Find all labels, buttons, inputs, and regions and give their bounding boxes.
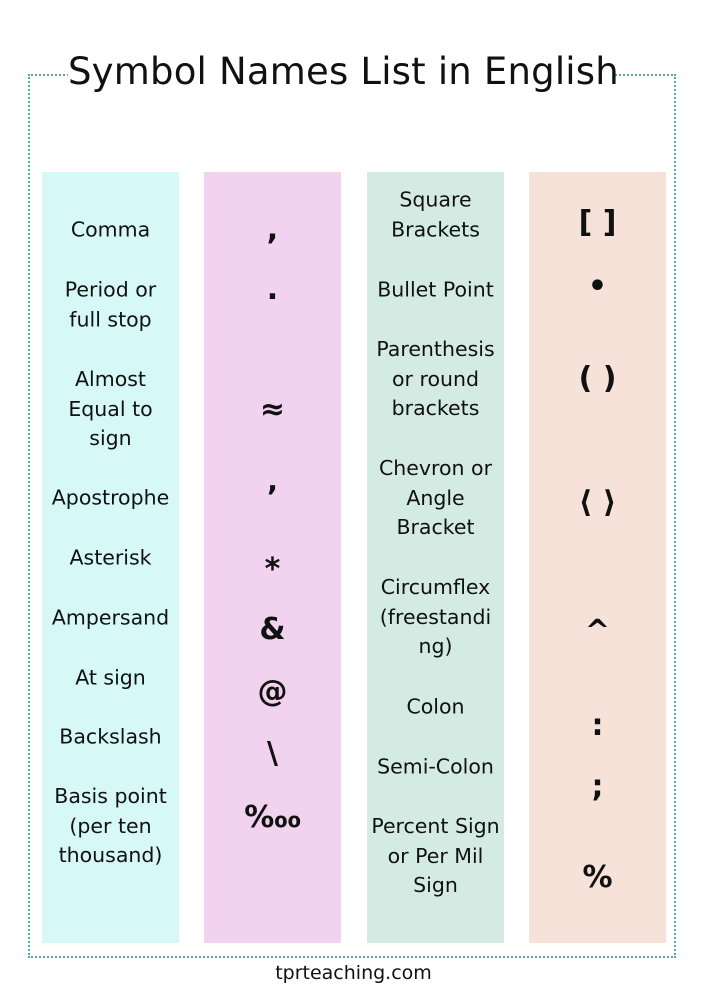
symbol-glyph: , [266,212,279,247]
symbol-glyph: @ [257,674,288,709]
symbol-glyph: ⟨ ⟩ [578,485,617,520]
names-column-right [367,172,504,943]
symbol-glyph: ‱ [244,800,301,835]
symbol-glyph: % [582,860,613,895]
symbol-name: Apostrophe [51,485,170,510]
symbol-name: Backslash [59,724,162,749]
symbol-name: Basis point (per ten thousand) [54,783,167,867]
symbol-glyph: : [591,708,604,743]
symbol-glyph: . [266,272,279,307]
symbol-name: Percent Sign or Per Mil Sign [371,813,500,897]
symbol-glyph: ≈ [259,392,286,427]
symbol-glyph: ^ [584,614,611,649]
symbol-name: Period or full stop [64,277,157,331]
symbol-name: Bullet Point [377,277,494,302]
symbol-glyph: [ ] [578,205,617,240]
symbol-name: Almost Equal to sign [68,366,153,450]
symbol-glyph: ; [591,769,604,804]
symbol-glyph: ( ) [578,361,617,396]
site-footer: tprteaching.com [275,962,432,984]
symbol-glyph: ’ [266,480,279,515]
symbol-name: At sign [75,665,146,690]
symbols-column-right [529,172,666,943]
names-column-left [42,172,179,943]
symbol-name: Square Brackets [391,187,480,241]
symbol-name: Parenthesis or round brackets [376,336,495,420]
symbols-column-left [204,172,341,943]
symbol-glyph: * [264,552,281,587]
symbol-glyph: \ [267,736,278,771]
symbol-name: Comma [70,217,151,242]
symbol-name: Circumflex (freestandi ng) [379,574,492,658]
symbol-glyph: & [259,612,286,647]
symbol-name: Asterisk [69,545,152,570]
symbol-name: Chevron or Angle Bracket [378,455,493,539]
page-title: Symbol Names List in English [68,46,613,98]
symbol-name: Colon [406,694,465,719]
symbol-name: Semi-Colon [377,754,494,779]
symbol-name: Ampersand [51,605,170,630]
symbol-glyph: • [587,269,608,304]
